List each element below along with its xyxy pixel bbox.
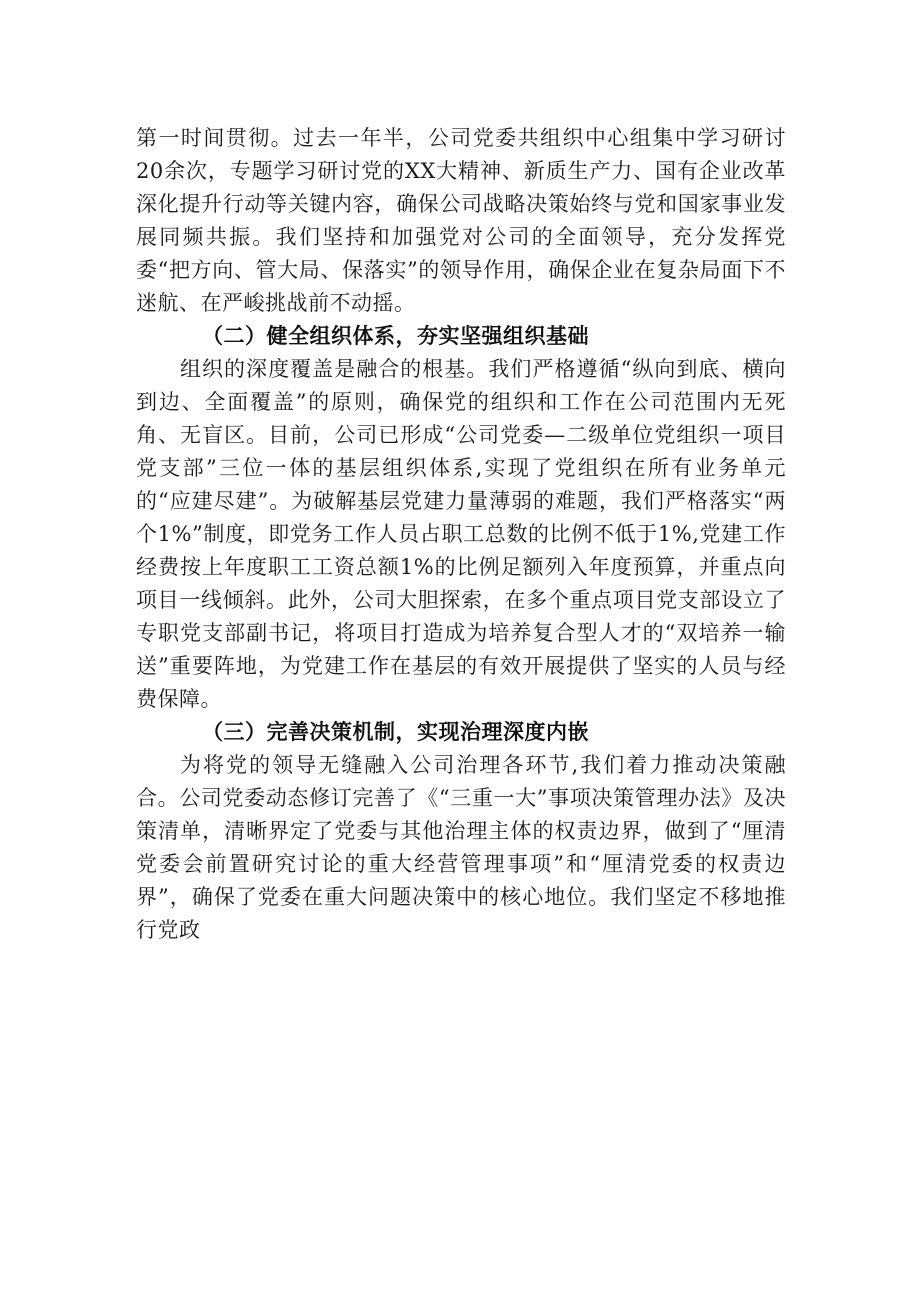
section-heading-decision-mechanism: （三）完善决策机制，实现治理深度内嵌 [202, 720, 589, 744]
paragraph-decision-integration: 为将党的领导无缝融入公司治理各环节,我们着力推动决策融合。公司党委动态修订完善了《“三重一大”事项决策管理办法》及决策清单，清晰界定了党委与其他治理主体的权责边界，做到了“厘清党委会前置研究讨论的重大经营管理事项”和“厘清党委的权责边界”，确保了党委在重大问题决策中的核心地位。我们坚定不移地推行党政 [136, 753, 786, 942]
paragraph-organization-coverage: 组织的深度覆盖是融合的根基。我们严格遵循“纵向到底、横向到边、全面覆盖”的原则，确保党的组织和工作在公司范围内无死角、无盲区。目前，公司已形成“公司党委—二级单位党组织一项目党支部”三位一体的基层组织体系,实现了党组织在所有业务单元的“应建尽建”。为破解基层党建力量薄弱的难题，我们严格落实“两个1%”制度，即党务工作人员占职工总数的比例不低于1%,党建工作经费按上年度职工工资总额1%的比例足额列入年度预算，并重点向项目一线倾斜。此外，公司大胆探索，在多个重点项目党支部设立了专职党支部副书记，将项目打造成为培养复合型人才的“双培养一输送”重要阵地，为党建工作在基层的有效开展提供了坚实的人员与经费保障。 [136, 357, 786, 711]
document-body [136, 122, 786, 947]
paragraph-continued-study: 第一时间贯彻。过去一年半，公司党委共组织中心组集中学习研讨20余次，专题学习研讨党的XX大精神、新质生产力、国有企业改革深化提升行动等关键内容，确保公司战略决策始终与党和国家事业发展同频共振。我们坚持和加强党对公司的全面领导，充分发挥党委“把方向、管大局、保落实”的领导作用，确保企业在复杂局面下不迷航、在严峻挑战前不动摇。 [136, 126, 786, 315]
section-heading-organization-system: （二）健全组织体系，夯实坚强组织基础 [202, 324, 589, 348]
